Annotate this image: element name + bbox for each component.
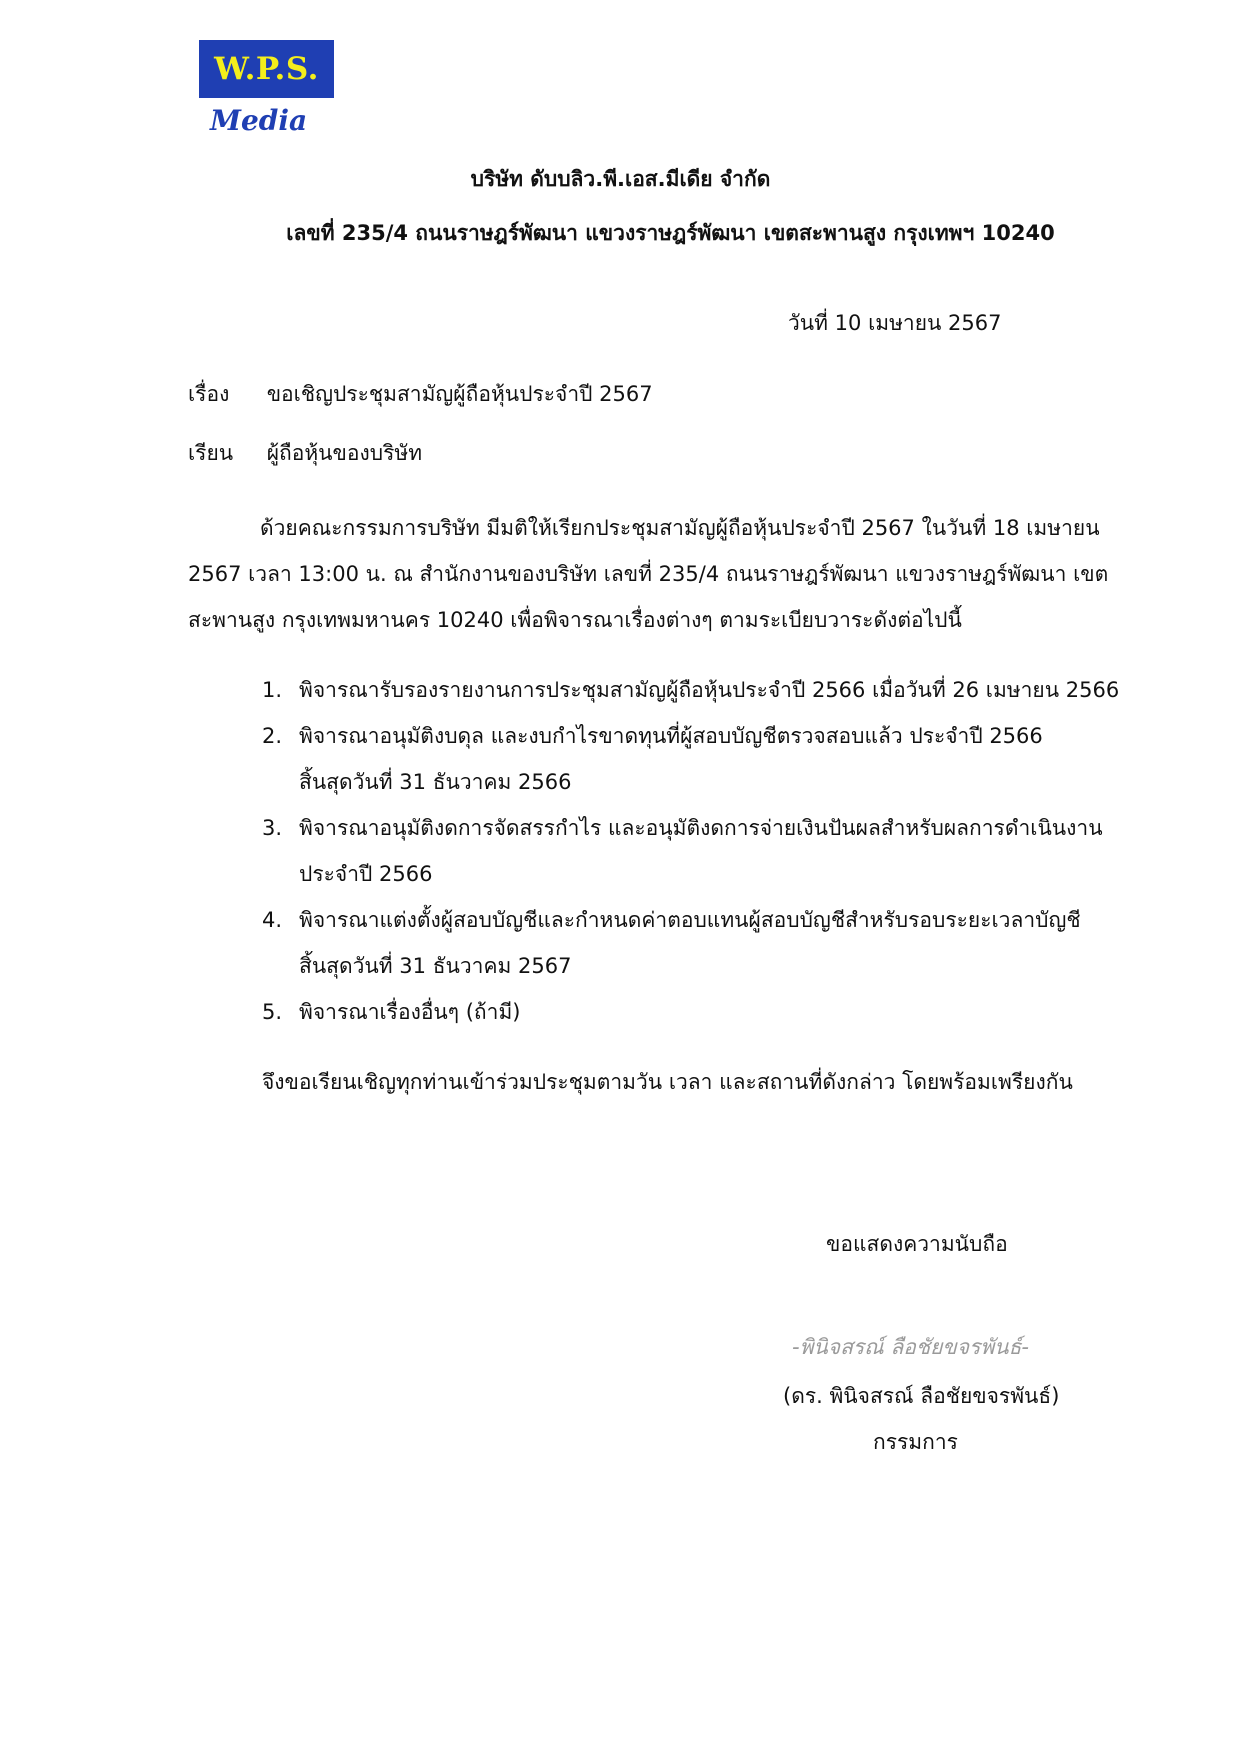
signature: -พินิจสรณ์ ลือชัยขจรพันธ์- bbox=[792, 1335, 1029, 1359]
agenda-item bbox=[262, 897, 1142, 989]
agenda-item bbox=[262, 805, 1142, 897]
agenda-number: 1. bbox=[262, 678, 283, 702]
signer-title: กรรมการ bbox=[873, 1430, 958, 1454]
body-paragraph bbox=[188, 505, 1138, 643]
recipient-text: ผู้ถือหุ้นของบริษัท bbox=[266, 441, 423, 465]
recipient-row bbox=[188, 437, 422, 470]
recipient-label: เรียน bbox=[188, 441, 234, 465]
agenda-item bbox=[262, 989, 1142, 1035]
agenda-list bbox=[262, 667, 1142, 1035]
agenda-number: 5. bbox=[262, 1000, 283, 1024]
agenda-text: พิจารณาแต่งตั้งผู้สอบบัญชีและกำหนดค่าตอบแทนผู้สอบบัญชีสำหรับรอบระยะเวลาบัญชี bbox=[299, 908, 1081, 932]
agenda-item bbox=[262, 713, 1142, 805]
agenda-text: พิจารณาเรื่องอื่นๆ (ถ้ามี) bbox=[299, 1000, 521, 1024]
closing-text: ขอแสดงความนับถือ bbox=[826, 1232, 1008, 1256]
agenda-text: พิจารณารับรองรายงานการประชุมสามัญผู้ถือหุ้นประจำปี 2566 เมื่อวันที่ 26 เมษายน 2566 bbox=[299, 678, 1120, 702]
signer-name: (ดร. พินิจสรณ์ ลือชัยขจรพันธ์) bbox=[783, 1384, 1060, 1408]
agenda-text-continued: ประจำปี 2566 bbox=[299, 862, 433, 886]
agenda-number: 2. bbox=[262, 724, 283, 748]
logo-sub-text: Media bbox=[210, 104, 308, 137]
agenda-text: พิจารณาอนุมัติงดการจัดสรรกำไร และอนุมัติงดการจ่ายเงินปันผลสำหรับผลการดำเนินงาน bbox=[299, 816, 1103, 840]
body-line: ด้วยคณะกรรมการบริษัท มีมติให้เรียกประชุมสามัญผู้ถือหุ้นประจำปี 2567 ในวันที่ 18 เมษายน bbox=[260, 516, 1100, 540]
subject-label: เรื่อง bbox=[188, 382, 230, 406]
logo-main-text: W.P.S. bbox=[214, 51, 319, 87]
agenda-text-continued: สิ้นสุดวันที่ 31 ธันวาคม 2567 bbox=[299, 954, 572, 978]
invitation-text: จึงขอเรียนเชิญทุกท่านเข้าร่วมประชุมตามวัน เวลา และสถานที่ดังกล่าว โดยพร้อมเพรียงกัน bbox=[262, 1070, 1073, 1094]
subject-row bbox=[188, 378, 653, 411]
agenda-item bbox=[262, 667, 1142, 713]
agenda-number: 3. bbox=[262, 816, 283, 840]
body-line: สะพานสูง กรุงเทพมหานคร 10240 เพื่อพิจารณาเรื่องต่างๆ ตามระเบียบวาระดังต่อไปนี้ bbox=[188, 608, 962, 632]
subject-text: ขอเชิญประชุมสามัญผู้ถือหุ้นประจำปี 2567 bbox=[266, 382, 653, 406]
company-logo bbox=[199, 40, 334, 98]
agenda-number: 4. bbox=[262, 908, 283, 932]
letter-date: วันที่ 10 เมษายน 2567 bbox=[788, 311, 1002, 335]
company-address: เลขที่ 235/4 ถนนราษฎร์พัฒนา แขวงราษฎร์พัฒนา เขตสะพานสูง กรุงเทพฯ 10240 bbox=[286, 221, 1055, 245]
agenda-text-continued: สิ้นสุดวันที่ 31 ธันวาคม 2566 bbox=[299, 770, 572, 794]
agenda-text: พิจารณาอนุมัติงบดุล และงบกำไรขาดทุนที่ผู้สอบบัญชีตรวจสอบแล้ว ประจำปี 2566 bbox=[299, 724, 1043, 748]
company-name: บริษัท ดับบลิว.พี.เอส.มีเดีย จำกัด bbox=[470, 167, 771, 191]
body-line: 2567 เวลา 13:00 น. ณ สำนักงานของบริษัท เลขที่ 235/4 ถนนราษฎร์พัฒนา แขวงราษฎร์พัฒนา เขต bbox=[188, 562, 1109, 586]
